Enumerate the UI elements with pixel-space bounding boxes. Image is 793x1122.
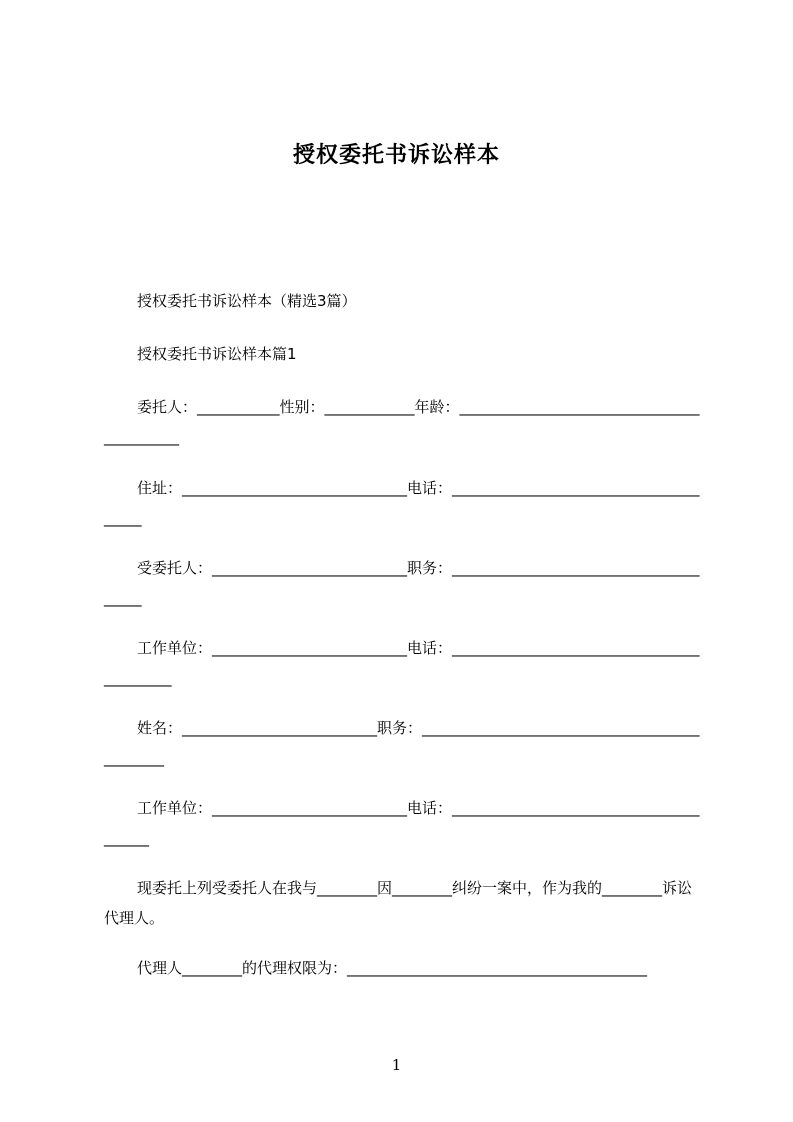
agent-authority: 代理人________的代理权限为：________________________________________ [137,959,648,977]
field-agent: 受委托人：__________________________职务：______________________________________ [104,559,700,607]
field-name: 姓名：__________________________职务：_____________________________________________ [104,719,700,767]
field-address: 住址：______________________________电话：______________________________________ [104,479,700,527]
field-workplace-2: 工作单位：__________________________电话：_______________________________________ [104,799,700,847]
section-heading: 授权委托书诉讼样本篇1 [137,345,297,363]
entrust-statement: 现委托上列受委托人在我与________因________纠纷一案中，作为我的________诉讼代理人。 [104,879,693,927]
subtitle-paragraph: 授权委托书诉讼样本（精选3篇） [137,292,357,310]
page-number: 1 [391,1056,402,1074]
field-workplace: 工作单位：__________________________电话：__________________________________________ [104,639,700,687]
field-principal: 委托人：___________性别：____________年龄：__________________________________________ [104,398,700,446]
document-title: 授权委托书诉讼样本 [292,143,500,168]
